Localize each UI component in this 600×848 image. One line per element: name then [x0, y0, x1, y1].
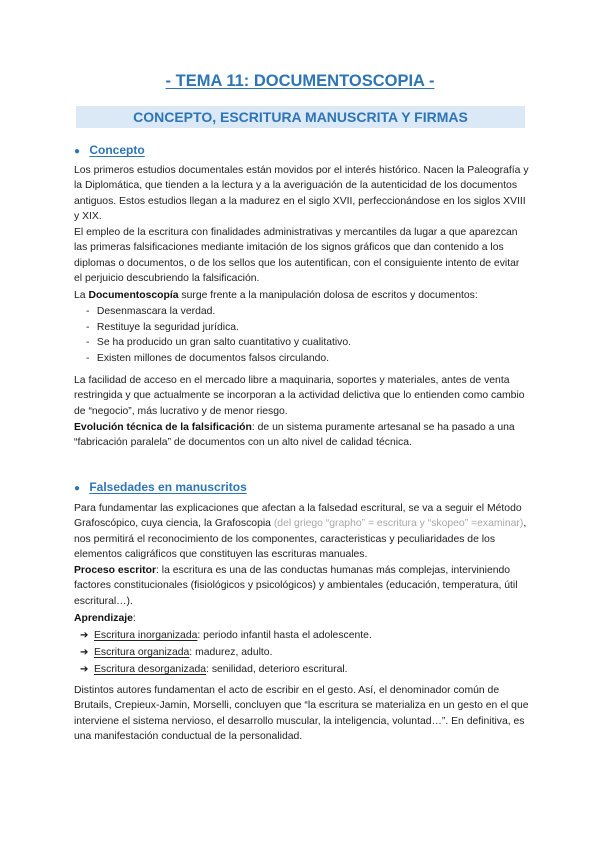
paragraph-grafoscopia: [74, 501, 530, 562]
stage-desc: : senilidad, deterioro escritural.: [206, 664, 348, 675]
text-run: La: [74, 290, 89, 301]
list-item-text: Restituye la seguridad jurídica.: [96, 321, 239, 333]
list-item: [80, 627, 520, 644]
list-item: [86, 320, 526, 336]
stage-desc: : madurez, adulto.: [189, 647, 273, 658]
arrow-right-icon: ➔: [80, 664, 89, 675]
purpose-list: [86, 304, 526, 366]
term-aprendizaje: Aprendizaje: [74, 613, 133, 624]
dash-marker: -: [86, 352, 90, 364]
list-item-text: Existen millones de documentos falsos circulando.: [96, 352, 330, 364]
bullet-icon: ●: [74, 146, 81, 157]
list-item-text: Se ha producido un gran salto cuantitativo y cualitativo.: [96, 337, 352, 349]
document-title: - TEMA 11: DOCUMENTOSCOPIA -: [165, 72, 435, 90]
text-run: : la escritura es una de las conductas humanas más complejas, interviniendo factores constitucionales (fisiológicos y psicológicos) y ambientales (educación, temperatura, útil escritural…).: [74, 565, 518, 607]
paragraph-history: Los primeros estudios documentales están movidos por el interés histórico. Nacen la Paleografía y la Diplomática, que tienden a la lectura y a la averiguación de la autenticidad de los documentos antiguos. Estos estudios llegan a la madurez en el siglo XVII, perfeccionándose en los siglos XVIII y XIX.: [74, 165, 529, 222]
term-documentoscopia: Documentoscopía: [88, 290, 179, 301]
section-heading-concepto: [74, 143, 145, 157]
stage-term: Escritura desorganizada: [94, 664, 207, 675]
text-run: :: [132, 613, 136, 624]
dash-marker: -: [86, 321, 90, 333]
stage-desc: : periodo infantil hasta el adolescente.: [197, 630, 372, 641]
section-heading-label: Concepto: [89, 143, 145, 157]
text-run: surge frente a la manipulación dolosa de escritos y documentos:: [178, 290, 478, 301]
aprendizaje-label: [74, 611, 530, 626]
list-item: [80, 661, 520, 678]
bullet-icon: ●: [74, 483, 81, 494]
etymology-note: (del griego “grapho” = escritura y “skopeo” =examinar): [273, 518, 524, 530]
text-run: , nos permitirá el reconocimiento de los componentes, caracteristicas y peculiaridades de los elementos caligráficos que constituyen las escrituras manuales.: [74, 518, 527, 560]
text-run: : de un sistema puramente artesanal se ha pasado a una “fabricación paralela” de documentos con un alto nivel de calidad técnica.: [74, 422, 515, 449]
paragraph-market-access: La facilidad de acceso en el mercado libre a maquinaria, soportes y materiales, antes de venta restringida y que actualmente se incorporan a la actividad delictiva que lo entienden como cambio de “negocio”, más lucrativo y de menor riesgo.: [74, 375, 525, 417]
arrow-right-icon: ➔: [80, 647, 89, 658]
list-item: [80, 644, 520, 661]
arrow-right-icon: ➔: [80, 630, 89, 641]
document-subtitle: CONCEPTO, ESCRITURA MANUSCRITA Y FIRMAS: [76, 106, 525, 128]
stage-term: Escritura organizada: [94, 647, 190, 658]
paragraph-technical-evolution: [74, 420, 530, 451]
dash-marker: -: [86, 306, 90, 317]
term-evolucion-tecnica: Evolución técnica de la falsificación: [74, 422, 252, 433]
dash-marker: -: [86, 337, 90, 349]
section-heading-falsedades: [74, 480, 247, 494]
paragraph-falsifications-origin: El empleo de la escritura con finalidades administrativas y mercantiles da lugar a que aparezcan las primeras falsificaciones mediante imitación de los signos gráficos que dan contenido a los diplomas o documentos, o de los sellos que los autentifican, con el consiguiente intento de evitar el perjuicio descubriendo la falsificación.: [74, 227, 520, 284]
stage-term: Escritura inorganizada: [94, 630, 198, 641]
paragraph-documentoscopia: [74, 288, 530, 303]
term-proceso-escritor: Proceso escritor: [74, 565, 157, 576]
section-heading-label: Falsedades en manuscritos: [89, 480, 247, 494]
aprendizaje-stages-list: [80, 627, 520, 678]
list-item: [86, 304, 526, 320]
list-item-text: Desenmascara la verdad.: [96, 306, 216, 317]
list-item: [86, 335, 526, 351]
paragraph-gesto: Distintos autores fundamentan el acto de escribir en el gesto. Así, el denominador común de Brutails, Crepieux-Jamin, Morselli, concluyen que “la escritura se materializa en un gesto en el que interviene el sistema nervioso, el desarrollo muscular, la inteligencia, voluntad…”. En definitiva, es una manifestación conductual de la personalidad.: [74, 685, 529, 742]
text-run: Para fundamentar las explicaciones que afectan a la falsedad escritural, se va a seguir el Método Grafoscópico, cuya ciencia, la Grafoscopia: [74, 503, 522, 530]
list-item: [86, 351, 526, 367]
paragraph-proceso-escritor: [74, 563, 530, 609]
